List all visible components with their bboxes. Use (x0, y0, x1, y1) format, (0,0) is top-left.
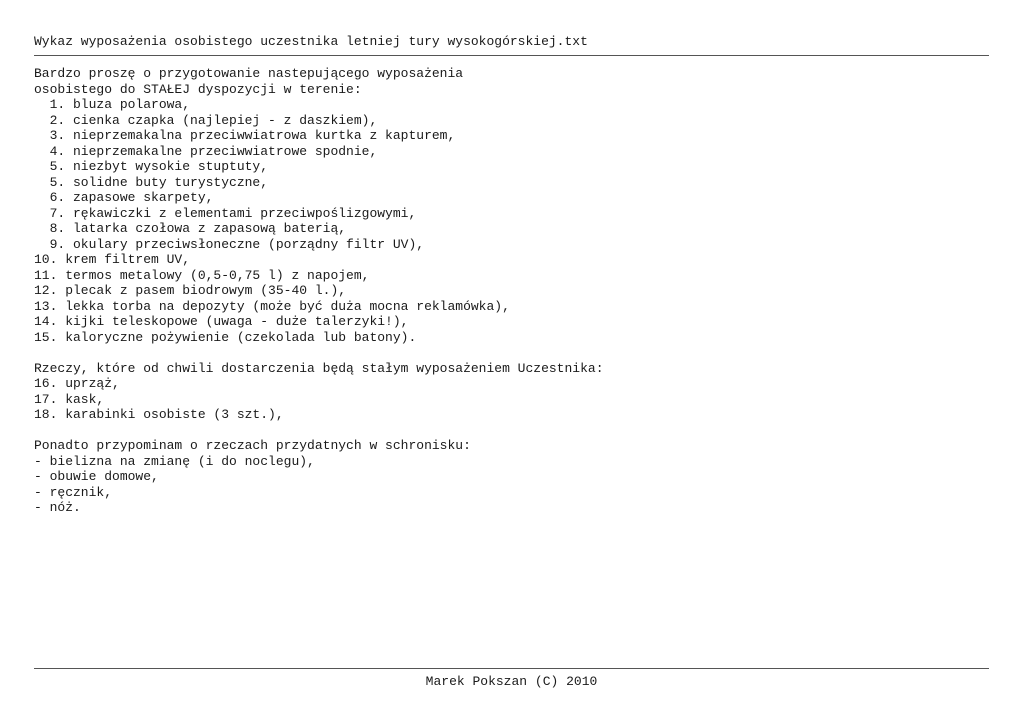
list-item: - nóż. (34, 500, 81, 515)
list-item: 5. niezbyt wysokie stuptuty, (34, 159, 269, 174)
list-item: 12. plecak z pasem biodrowym (35-40 l.), (34, 283, 347, 298)
list-item: 10. krem filtrem UV, (34, 252, 191, 267)
list-item: 9. okulary przeciwsłoneczne (porządny filtr UV), (34, 236, 425, 252)
list-item: 3. nieprzemakalna przeciwwiatrowa kurtka z kapturem, (34, 128, 456, 143)
list-item: 16. uprząż, (34, 376, 120, 391)
list-item: 17. kask, (34, 391, 105, 407)
list-item: - ręcznik, (34, 484, 113, 500)
header-divider (34, 55, 989, 56)
blank-line (34, 345, 989, 361)
list-item: 14. kijki teleskopowe (uwaga - duże talerzyki!), (34, 314, 409, 329)
page-header-title: Wykaz wyposażenia osobistego uczestnika letniej tury wysokogórskiej.txt (34, 34, 588, 49)
list-item: 18. karabinki osobiste (3 szt.), (34, 407, 284, 422)
list-item: 4. nieprzemakalne przeciwwiatrowe spodnie, (34, 143, 378, 159)
blank-line (34, 423, 989, 439)
text-line: Rzeczy, które od chwili dostarczenia będą stałym wyposażeniem Uczestnika: (34, 360, 604, 376)
list-item: 15. kaloryczne pożywienie (czekolada lub batony). (34, 329, 417, 345)
list-item: 7. rękawiczki z elementami przeciwpoślizgowymi, (34, 205, 417, 221)
list-item: 6. zapasowe skarpety, (34, 190, 214, 205)
text-line: Ponadto przypominam o rzeczach przydatnych w schronisku: (34, 438, 471, 453)
list-item: 8. latarka czołowa z zapasową baterią, (34, 221, 347, 236)
list-item: 11. termos metalowy (0,5-0,75 l) z napojem, (34, 267, 370, 283)
list-item: - obuwie domowe, (34, 469, 159, 484)
text-line: Bardzo proszę o przygotowanie nastepującego wyposażenia (34, 66, 464, 81)
list-item: 13. lekka torba na depozyty (może być duża mocna reklamówka), (34, 298, 510, 314)
text-line: osobistego do STAŁEJ dyspozycji w terenie: (34, 81, 362, 97)
list-item: 1. bluza polarowa, (34, 97, 191, 112)
footer-divider (34, 668, 989, 669)
page-footer: Marek Pokszan (C) 2010 (425, 674, 598, 689)
document-body (34, 66, 989, 516)
list-item: - bielizna na zmianę (i do noclegu), (34, 453, 315, 469)
list-item: 2. cienka czapka (najlepiej - z daszkiem), (34, 112, 378, 128)
list-item: 5. solidne buty turystyczne, (34, 174, 269, 190)
